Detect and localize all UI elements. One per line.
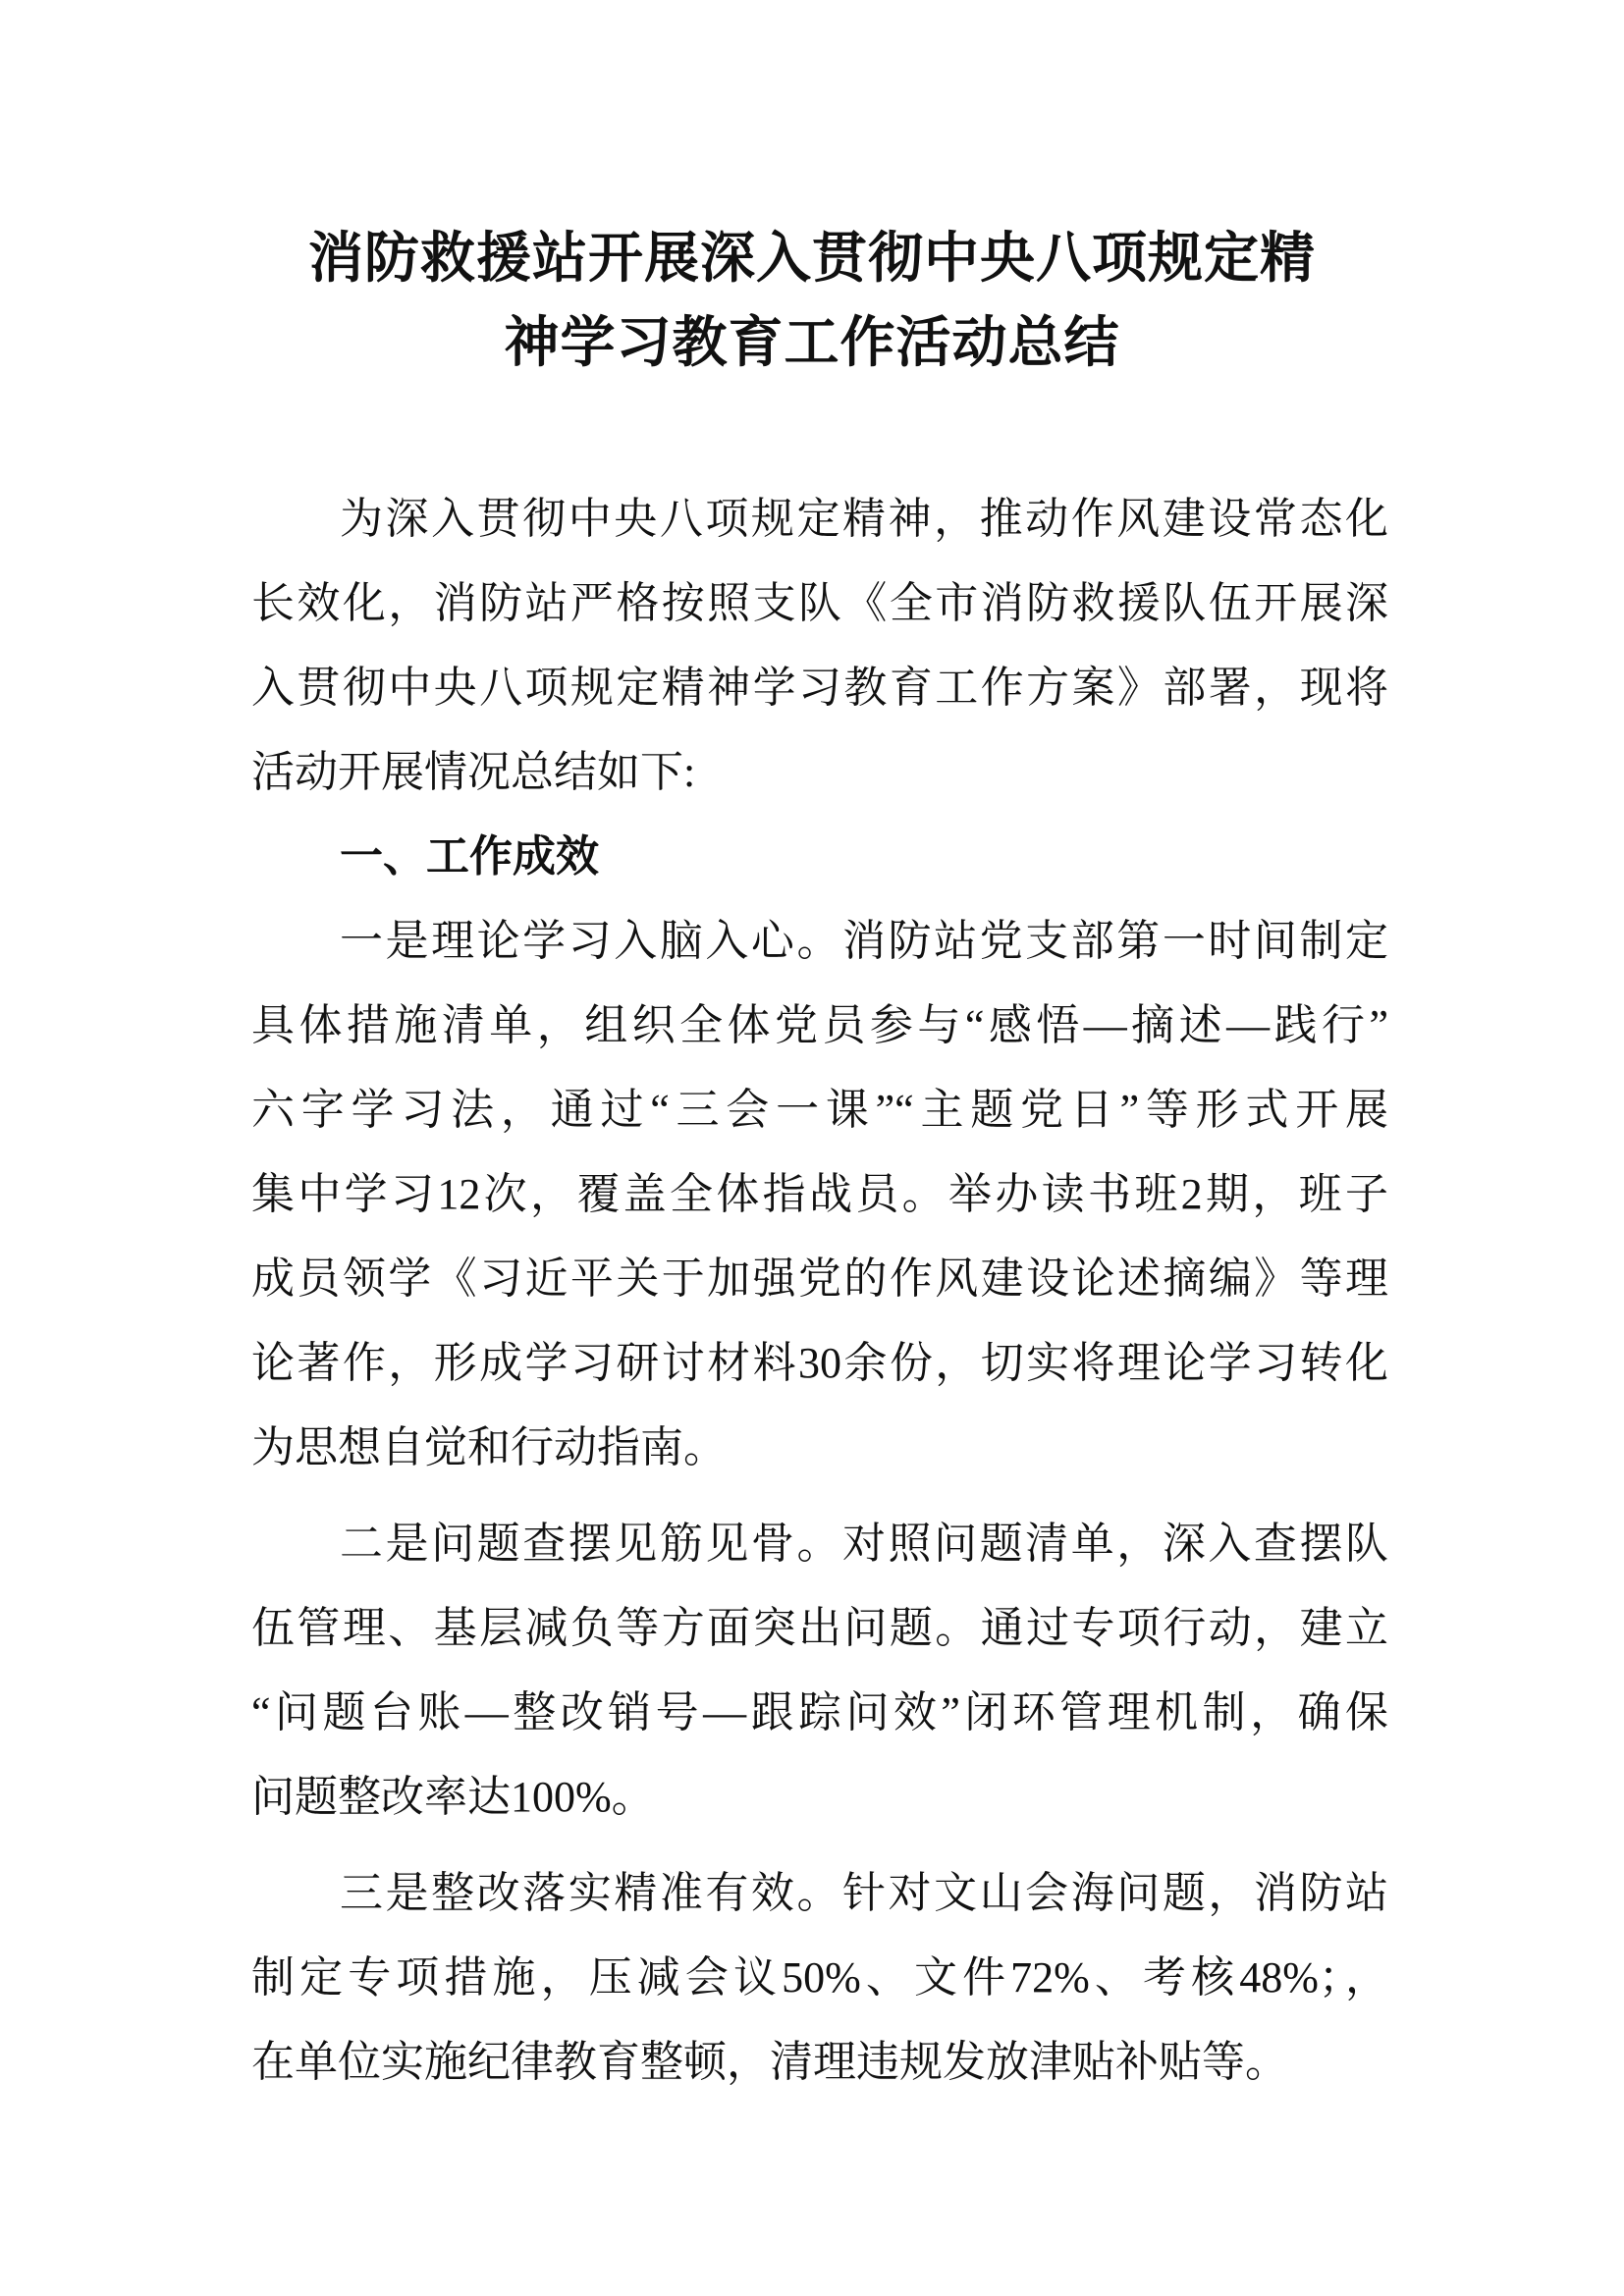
paragraph-line: 活动开展情况总结如下:: [251, 748, 696, 796]
paragraph: [251, 1851, 1388, 2105]
paragraph-line: 集中学习12次，覆盖全体指战员。举办读书班2期，班子: [251, 1170, 1388, 1218]
paragraph-line: 长效化，消防站严格按照支队《全市消防救援队伍开展深: [251, 579, 1388, 627]
paragraph-line: 具体措施清单，组织全体党员参与“感悟—摘述—践行”: [251, 1001, 1388, 1049]
section-heading-text: 一、工作成效: [340, 832, 599, 881]
paragraph-line: 三是整改落实精准有效。针对文山会海问题，消防站: [340, 1869, 1388, 1917]
paragraph-line: 制定专项措施，压减会议50%、文件72%、考核48%；，: [251, 1953, 1388, 2002]
paragraph-line: 问题整改率达100%。: [251, 1773, 655, 1821]
paragraph: [251, 477, 1388, 815]
document-title: [0, 216, 1624, 385]
paragraph-line: 六字学习法，通过“三会一课”“主题党日”等形式开展: [251, 1086, 1388, 1134]
paragraph-line: 一是理论学习入脑入心。消防站党支部第一时间制定: [340, 917, 1388, 965]
paragraph-line: “问题台账—整改销号—跟踪问效”闭环管理机制，确保: [251, 1688, 1388, 1736]
paragraph-line: 伍管理、基层减负等方面突出问题。通过专项行动，建立: [251, 1604, 1388, 1652]
paragraph-line: 为深入贯彻中央八项规定精神，推动作风建设常态化: [340, 495, 1388, 543]
title-line: 消防救援站开展深入贯彻中央八项规定精: [308, 226, 1316, 291]
paragraph: [251, 1502, 1388, 1840]
section-heading: [251, 815, 1388, 899]
paragraph-line: 二是问题查摆见筋见骨。对照问题清单，深入查摆队: [340, 1520, 1388, 1568]
paragraph-line: 在单位实施纪律教育整顿，清理违规发放津贴补贴等。: [251, 2038, 1288, 2086]
title-line: 神学习教育工作活动总结: [504, 310, 1120, 375]
document-body: [251, 477, 1388, 2105]
paragraph-line: 入贯彻中央八项规定精神学习教育工作方案》部署，现将: [251, 664, 1388, 712]
paragraph-line: 为思想自觉和行动指南。: [251, 1423, 727, 1471]
paragraph-line: 论著作，形成学习研讨材料30余份，切实将理论学习转化: [251, 1339, 1388, 1387]
paragraph-line: 成员领学《习近平关于加强党的作风建设论述摘编》等理: [251, 1255, 1388, 1303]
paragraph: [251, 899, 1388, 1490]
